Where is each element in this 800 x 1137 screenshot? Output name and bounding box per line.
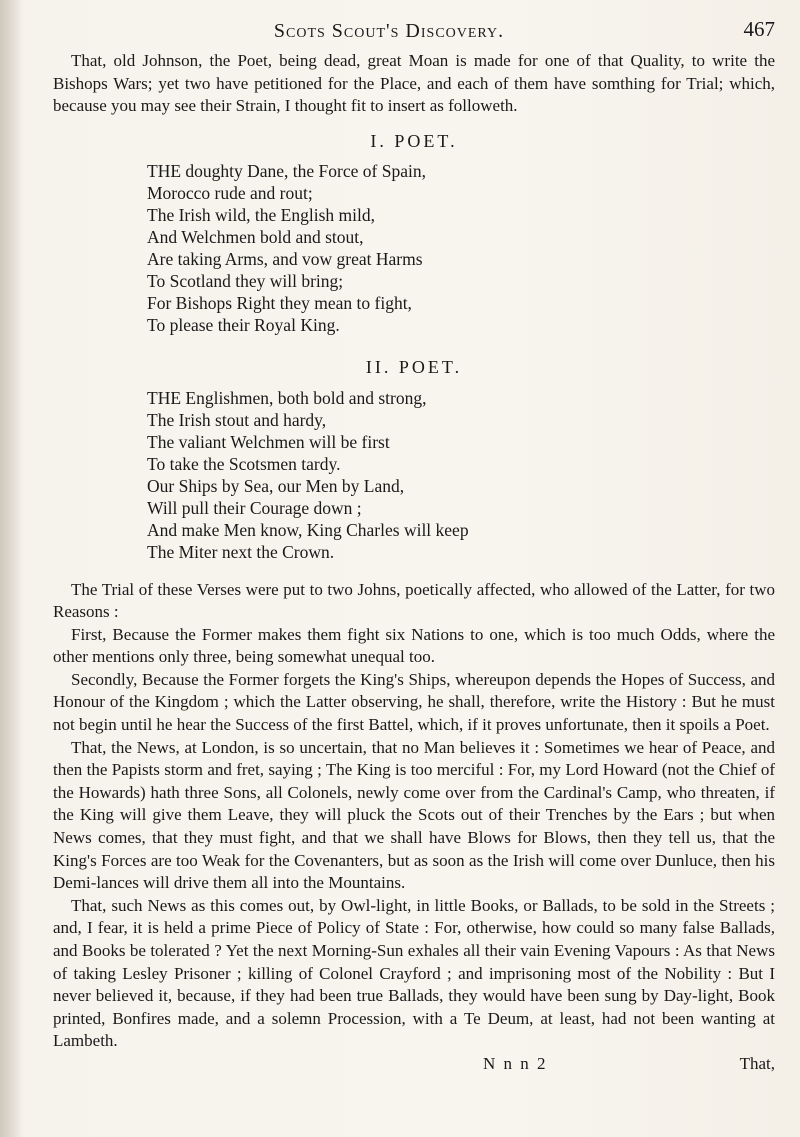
poem-1	[147, 160, 775, 336]
page-number: 467	[743, 17, 775, 41]
poem-2-line: The Irish stout and hardy,	[147, 409, 327, 430]
poem-2-line: Our Ships by Sea, our Men by Land,	[147, 475, 405, 496]
poem-1-line: To Scotland they will bring;	[147, 271, 344, 291]
page-content	[53, 10, 775, 1077]
poem-1-line: Are taking Arms, and vow great Harms	[147, 249, 423, 269]
gutter-shadow	[0, 0, 22, 1137]
signature-mark: N n n 2	[483, 1053, 548, 1073]
poem-2	[147, 387, 775, 563]
catchword: That,	[739, 1053, 775, 1073]
poem-1-line: And Welchmen bold and stout,	[147, 227, 364, 247]
body-paragraph: Secondly, Because the Former forgets the King's Ships, whereupon depends the Hopes of Success, and Honour of the Kingdom ; which the Latter observing, he shall, therefore, write the History : But he must not begin until he hear the Success of the first Battel, which, if it proves unfortunate, then it spoils a Poet.	[53, 669, 775, 735]
poem-2-line: And make Men know, King Charles will keep	[147, 519, 469, 540]
poem-1-line: The Irish wild, the English mild,	[147, 205, 375, 225]
running-head: Scots Scout's Discovery.	[273, 20, 505, 42]
poem-1-line: THE doughty Dane, the Force of Spain,	[147, 161, 426, 181]
poem-1-line: To please their Royal King.	[147, 315, 340, 335]
body-paragraph: The Trial of these Verses were put to two Johns, poetically affected, who allowed of the Latter, for two Reasons :	[53, 579, 775, 622]
body-paragraph: That, such News as this comes out, by Owl-light, in little Books, or Ballads, to be sold in the Streets ; and, I fear, it is held a prime Piece of Policy of State : For, otherwise, how could so many false Ballads, and Books be tolerated ? Yet the next Morning-Sun exhales all their vain Evening Vapours : As that News of taking Lesley Prisoner ; killing of Colonel Crayford ; and imprisoning most of the Nobility : But I never believed it, because, if they had been true Ballads, they would have been sung by Day-light, Book printed, Bonfires made, and a solemn Procession, with a Te Deum, at least, had not been wanting at Lambeth.	[53, 895, 775, 1051]
intro-paragraph: That, old Johnson, the Poet, being dead, great Moan is made for one of that Quality, to write the Bishops Wars; yet two have petitioned for the Place, and each of them have somthing for Trial; which, because you may see their Strain, I thought fit to insert as followeth.	[53, 51, 775, 115]
page-footer	[53, 1053, 775, 1077]
poem-2-line: Will pull their Courage down ;	[147, 497, 362, 518]
poem-2-line: The Miter next the Crown.	[147, 541, 335, 562]
body-paragraph: First, Because the Former makes them fight six Nations to one, which is too much Odds, where the other mentions only three, being somewhat unequal too.	[53, 624, 775, 667]
poem-2-heading: II. POET.	[365, 357, 463, 377]
poem-1-heading: I. POET.	[370, 130, 458, 151]
poem-2-line: THE Englishmen, both bold and strong,	[147, 387, 427, 408]
page-header	[53, 10, 775, 50]
poem-2-line: To take the Scotsmen tardy.	[147, 453, 341, 474]
poem-1-line: For Bishops Right they mean to fight,	[147, 293, 412, 313]
body-paragraph: That, the News, at London, is so uncertain, that no Man believes it : Sometimes we hear of Peace, and then the Papists storm and fret, saying ; The King is too merciful : For, my Lord Howard (not the Chief of the Howards) hath three Sons, all Colonels, newly come over from the Cardinal's Camp, who threaten, if the King will give them Leave, they will pluck the Scots out of their Trenches by the Ears ; but when News comes, that they must fight, and that we shall have Blows for Blows, then they tell us, that the King's Forces are too Weak for the Covenanters, but as soon as the Irish will come over Dunluce, then his Demi-lances will drive them all into the Mountains.	[53, 737, 775, 893]
poem-2-line: The valiant Welchmen will be first	[147, 431, 390, 452]
prose-section	[53, 579, 775, 1053]
poem-1-line: Morocco rude and rout;	[147, 183, 313, 203]
